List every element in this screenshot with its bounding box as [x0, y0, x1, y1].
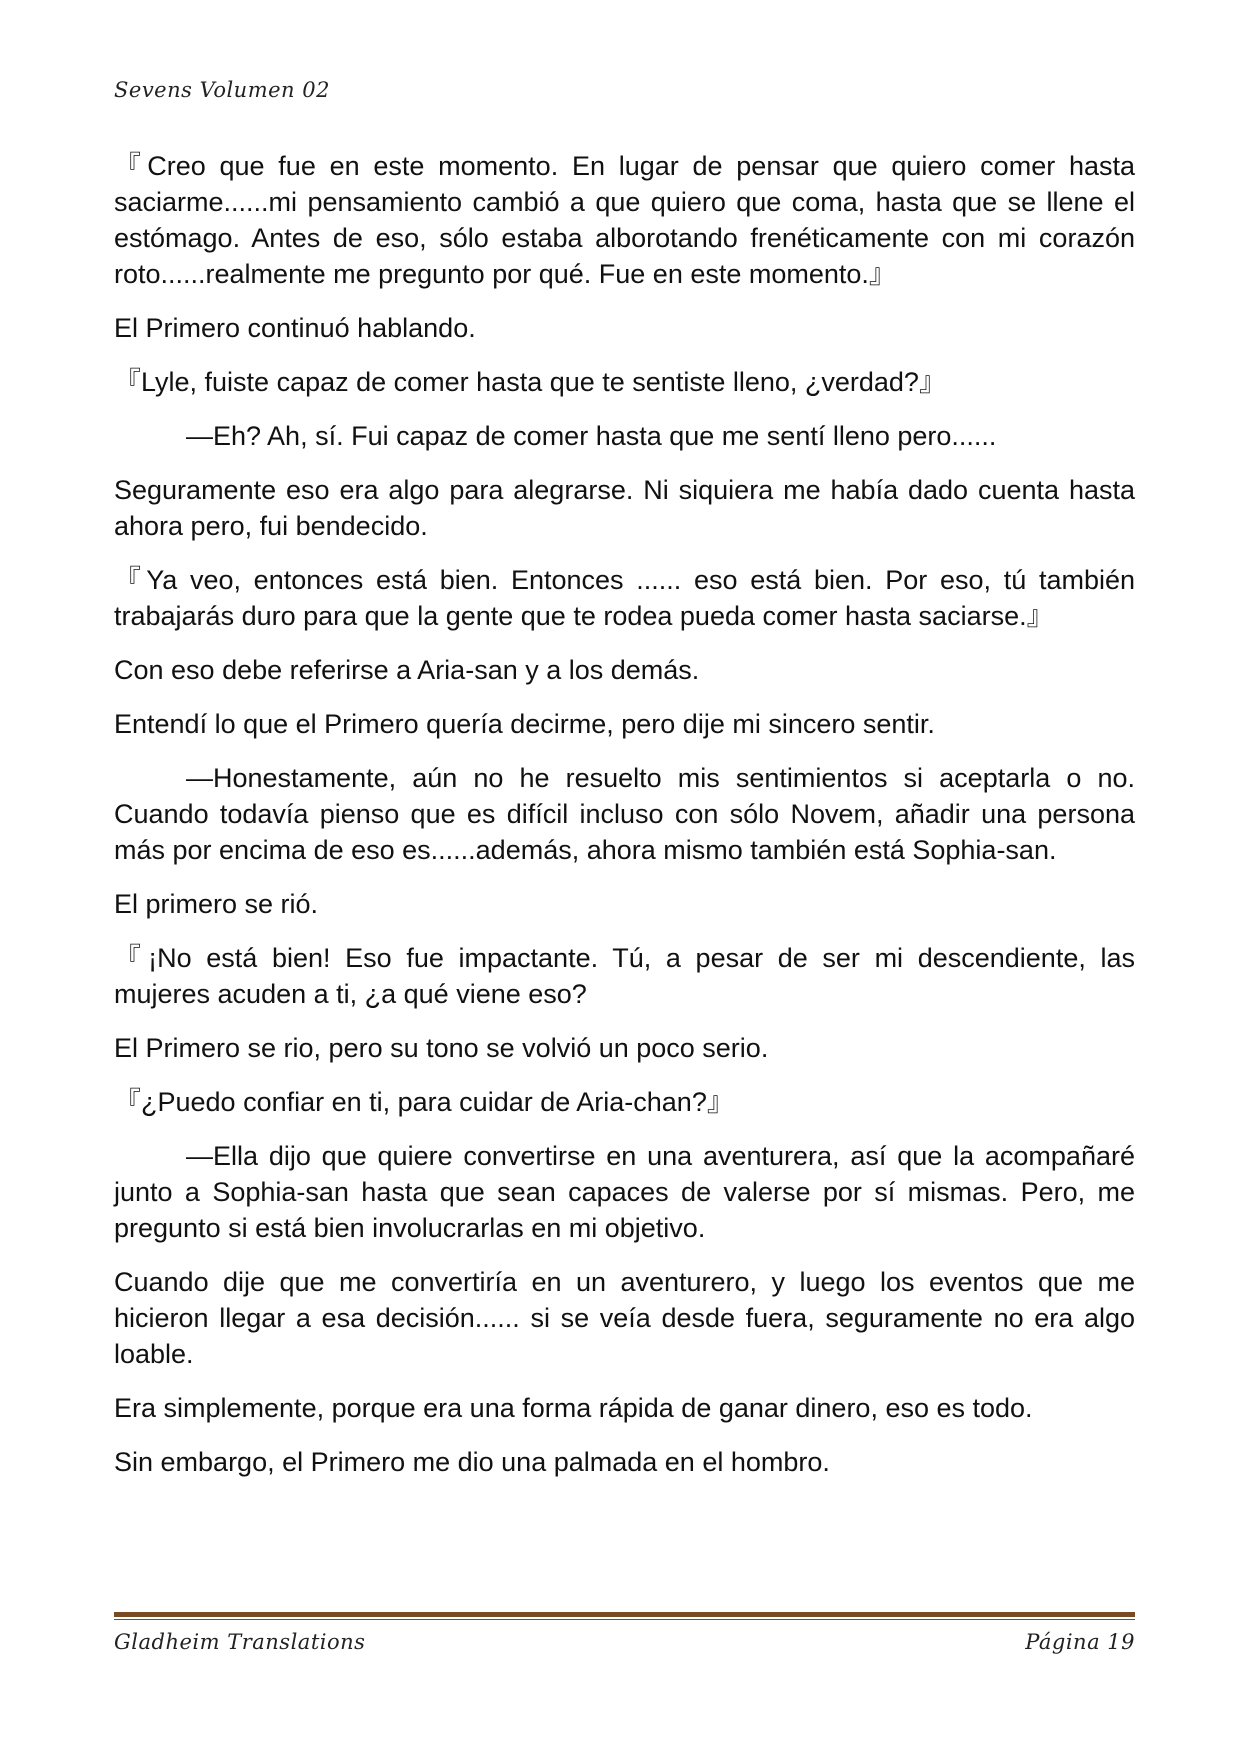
paragraph: 『¡No está bien! Eso fue impactante. Tú, a pesar de ser mi descendiente, las mujeres acuden a ti, ¿a qué viene eso?	[114, 943, 1135, 1009]
paragraph: Seguramente eso era algo para alegrarse. Ni siquiera me había dado cuenta hasta ahora pero, fui bendecido.	[114, 475, 1135, 541]
document-body	[114, 148, 1135, 1480]
paragraph: —Eh? Ah, sí. Fui capaz de comer hasta que me sentí lleno pero......	[186, 421, 997, 451]
paragraph: Sin embargo, el Primero me dio una palmada en el hombro.	[114, 1447, 830, 1477]
paragraph: 『¿Puedo confiar en ti, para cuidar de Aria-chan?』	[114, 1087, 734, 1117]
footer-divider-thin	[114, 1619, 1135, 1620]
paragraph: —Ella dijo que quiere convertirse en una aventurera, así que la acompañaré junto a Sophia-san hasta que sean capaces de valerse por sí mismas. Pero, me pregunto si está bien involucrarlas en mi objetivo.	[114, 1141, 1135, 1243]
paragraph: Con eso debe referirse a Aria-san y a los demás.	[114, 655, 700, 685]
paragraph: —Honestamente, aún no he resuelto mis sentimientos si aceptarla o no. Cuando todavía pienso que es difícil incluso con sólo Novem, añadir una persona más por encima de eso es......además, ahora mismo también está Sophia-san.	[114, 763, 1135, 865]
paragraph: El primero se rió.	[114, 889, 319, 919]
paragraph: 『Lyle, fuiste capaz de comer hasta que te sentiste lleno, ¿verdad?』	[114, 367, 946, 397]
paragraph: Era simplemente, porque era una forma rápida de ganar dinero, eso es todo.	[114, 1393, 1033, 1423]
paragraph: El Primero continuó hablando.	[114, 313, 476, 343]
footer-divider	[114, 1612, 1135, 1617]
paragraph: Entendí lo que el Primero quería decirme, pero dije mi sincero sentir.	[114, 709, 935, 739]
paragraph: 『Ya veo, entonces está bien. Entonces ...... eso está bien. Por eso, tú también trabajarás duro para que la gente que te rodea pueda comer hasta saciarse.』	[114, 565, 1135, 631]
paragraph: Cuando dije que me convertiría en un aventurero, y luego los eventos que me hicieron llegar a esa decisión...... si se veía desde fuera, seguramente no era algo loable.	[114, 1267, 1135, 1369]
paragraph: El Primero se rio, pero su tono se volvió un poco serio.	[114, 1033, 769, 1063]
running-header-title: Sevens Volumen 02	[114, 78, 330, 102]
footer-translator-credit: Gladheim Translations	[114, 1630, 366, 1654]
paragraph: 『Creo que fue en este momento. En lugar de pensar que quiero comer hasta saciarme......mi pensamiento cambió a que quiero que coma, hasta que se llene el estómago. Antes de eso, sólo estaba alborotando frenéticamente con mi corazón roto......realmente me pregunto por qué. Fue en este momento.』	[114, 151, 1135, 289]
footer-page-number: Página 19	[1025, 1630, 1135, 1654]
